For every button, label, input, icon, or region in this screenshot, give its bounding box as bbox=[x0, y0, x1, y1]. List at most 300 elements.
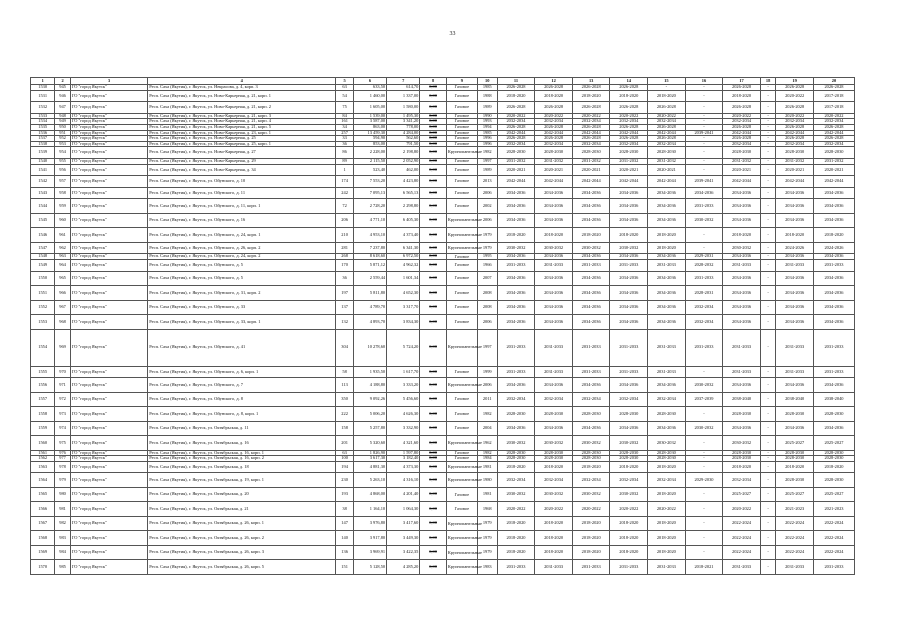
table-cell-col-14: 2018-2020 bbox=[610, 228, 648, 243]
table-cell-col-7: 1 617,70 bbox=[387, 366, 420, 378]
table-cell-col-12: 2034-2036 bbox=[535, 254, 573, 260]
table-cell-col-20: 2028-2030 bbox=[813, 456, 854, 462]
table-cell-col-5: 38 bbox=[336, 502, 354, 517]
table-cell-col-3: ГО "город Якутск" bbox=[70, 260, 147, 272]
table-cell-col-1: 1552 bbox=[31, 300, 55, 315]
table-cell-col-15: 2028-2030 bbox=[648, 456, 686, 462]
table-cell-col-1: 1535 bbox=[31, 124, 55, 130]
table-cell-col-12: 2034-2036 bbox=[535, 187, 573, 199]
table-cell-col-5: 281 bbox=[336, 242, 354, 254]
table-cell-col-17: 2018-2020 bbox=[723, 228, 761, 243]
table-cell-col-11: 2042-2044 bbox=[497, 176, 535, 188]
table-cell-col-4: Респ. Саха (Якутия), г. Якутск, ул. Ойунского, д. 33 bbox=[148, 300, 336, 315]
table-cell-col-20: 2031-2032 bbox=[813, 158, 854, 164]
table-cell-col-18: - bbox=[760, 124, 775, 130]
table-cell-col-2: 953 bbox=[55, 141, 70, 147]
table-cell-col-18: - bbox=[760, 421, 775, 436]
table-cell-col-5: 140 bbox=[336, 531, 354, 546]
table-cell-col-8: 0,00 bbox=[420, 392, 447, 407]
table-row bbox=[31, 436, 855, 451]
table-cell-col-5: 132 bbox=[336, 315, 354, 330]
table-cell-col-10: 2006 bbox=[477, 187, 497, 199]
table-cell-col-9: Крупнопанельные bbox=[446, 531, 477, 546]
table-cell-col-4: Респ. Саха (Якутия), г. Якутск, ул. Октябрьская, д. 18 bbox=[148, 461, 336, 473]
table-row bbox=[31, 473, 855, 488]
table-cell-col-18: - bbox=[760, 329, 775, 366]
table-cell-col-1: 1570 bbox=[31, 560, 55, 575]
table-cell-col-17: 2020-2021 bbox=[723, 164, 761, 176]
table-row bbox=[31, 560, 855, 575]
table-cell-col-6: 2 115,50 bbox=[353, 158, 386, 164]
table-cell-col-9: Газовое bbox=[446, 502, 477, 517]
table-cell-col-16: - bbox=[685, 407, 723, 422]
table-cell-col-18: - bbox=[760, 136, 775, 142]
table-cell-col-6: 3 969,91 bbox=[353, 545, 386, 560]
table-cell-col-10: 1989 bbox=[477, 164, 497, 176]
table-cell-col-12: 2034-2036 bbox=[535, 213, 573, 228]
table-cell-col-19: 2025-2027 bbox=[776, 487, 814, 502]
table-cell-col-1: 1536 bbox=[31, 130, 55, 136]
table-cell-col-2: 945 bbox=[55, 85, 70, 91]
table-cell-col-14: 2034-2036 bbox=[610, 187, 648, 199]
table-cell-col-10: 1997 bbox=[477, 158, 497, 164]
table-cell-col-10: 2007 bbox=[477, 271, 497, 286]
table-cell-col-9: Газовое bbox=[446, 119, 477, 125]
table-cell-col-19: 2018-2020 bbox=[776, 228, 814, 243]
table-cell-col-12: 2031-2033 bbox=[535, 329, 573, 366]
table-cell-col-1: 1556 bbox=[31, 378, 55, 393]
table-cell-col-10: 2006 bbox=[477, 315, 497, 330]
table-cell-col-16: - bbox=[685, 516, 723, 531]
table-cell-col-4: Респ. Саха (Якутия), г. Якутск, ул. Ново-Карьерная, д. 23, корп. 1 bbox=[148, 130, 336, 136]
table-cell-col-4: Респ. Саха (Якутия), г. Якутск, ул. Некрасова, д. 4, корп. 3 bbox=[148, 85, 336, 91]
table-cell-col-14: 2028-2030 bbox=[610, 456, 648, 462]
table-cell-col-1: 1569 bbox=[31, 545, 55, 560]
table-cell-col-12: 2031-2033 bbox=[535, 260, 573, 272]
table-cell-col-5: 1 bbox=[336, 164, 354, 176]
table-cell-col-20: 2020-2021 bbox=[813, 164, 854, 176]
table-cell-col-2: 964 bbox=[55, 260, 70, 272]
table-cell-col-19: 2034-2036 bbox=[776, 286, 814, 301]
table-cell-col-14: 2031-2033 bbox=[610, 260, 648, 272]
table-cell-col-13: 2034-2036 bbox=[572, 213, 610, 228]
table-cell-col-20: 2034-2036 bbox=[813, 271, 854, 286]
table-cell-col-4: Респ. Саха (Якутия), г. Якутск, ул. Ново-Карьерная, д. 21, корп. 5 bbox=[148, 124, 336, 130]
table-cell-col-19: 2021-2023 bbox=[776, 502, 814, 517]
table-cell-col-2: 960 bbox=[55, 213, 70, 228]
column-header-7: 7 bbox=[387, 78, 420, 85]
table-cell-col-8: 0,00 bbox=[420, 119, 447, 125]
table-cell-col-15: 2031-2032 bbox=[648, 158, 686, 164]
table-cell-col-12: 2034-2036 bbox=[535, 271, 573, 286]
table-cell-col-11: 2018-2020 bbox=[497, 545, 535, 560]
table-cell-col-18: - bbox=[760, 315, 775, 330]
column-header-3: 3 bbox=[70, 78, 147, 85]
table-cell-col-15: 2026-2028 bbox=[648, 124, 686, 130]
table-cell-col-18: - bbox=[760, 487, 775, 502]
table-cell-col-4: Респ. Саха (Якутия), г. Якутск, ул. Октябрьская, д. 19, корп. 1 bbox=[148, 473, 336, 488]
table-cell-col-6: 3 587,00 bbox=[353, 119, 386, 125]
table-cell-col-5: 86 bbox=[336, 147, 354, 159]
table-cell-col-15: 2032-2034 bbox=[648, 392, 686, 407]
table-cell-col-16: - bbox=[685, 461, 723, 473]
table-row bbox=[31, 271, 855, 286]
table-cell-col-2: 948 bbox=[55, 113, 70, 119]
table-cell-col-16: - bbox=[685, 85, 723, 91]
table-cell-col-17: 2031-2033 bbox=[723, 329, 761, 366]
table-cell-col-16: - bbox=[685, 147, 723, 159]
table-cell-col-11: 2034-2036 bbox=[497, 187, 535, 199]
table-cell-col-5: 174 bbox=[336, 176, 354, 188]
column-header-15: 15 bbox=[648, 78, 686, 85]
table-cell-col-10: 2004 bbox=[477, 421, 497, 436]
table-cell-col-9: Крупнопанельные bbox=[446, 228, 477, 243]
table-cell-col-20: 2028-2030 bbox=[813, 450, 854, 456]
table-cell-col-7: 3 332,90 bbox=[387, 421, 420, 436]
table-cell-col-4: Респ. Саха (Якутия), г. Якутск, ул. Октябрьская, д. 16 bbox=[148, 436, 336, 451]
table-cell-col-9: Крупнопанельные bbox=[446, 213, 477, 228]
table-cell-col-9: Крупнопанельные bbox=[446, 516, 477, 531]
table-cell-col-6: 5 263,10 bbox=[353, 473, 386, 488]
table-cell-col-12: 2032-2034 bbox=[535, 473, 573, 488]
table-cell-col-10: 1979 bbox=[477, 242, 497, 254]
table-cell-col-4: Респ. Саха (Якутия), г. Якутск, ул. Октябрьская, д. 26, корп. 5 bbox=[148, 560, 336, 575]
table-cell-col-16: 2030-2032 bbox=[685, 378, 723, 393]
table-cell-col-10: 2006 bbox=[477, 378, 497, 393]
table-cell-col-2: 971 bbox=[55, 378, 70, 393]
table-cell-col-13: 2031-2033 bbox=[572, 260, 610, 272]
table-cell-col-7: 2 052,90 bbox=[387, 158, 420, 164]
table-cell-col-2: 950 bbox=[55, 124, 70, 130]
table-cell-col-4: Респ. Саха (Якутия), г. Якутск, ул. Ойунского, д. 26, корп. 2 bbox=[148, 242, 336, 254]
table-cell-col-6: 863,00 bbox=[353, 124, 386, 130]
table-cell-col-5: 89 bbox=[336, 158, 354, 164]
table-cell-col-11: 2031-2033 bbox=[497, 260, 535, 272]
table-cell-col-1: 1539 bbox=[31, 147, 55, 159]
table-cell-col-18: - bbox=[760, 407, 775, 422]
table-cell-col-4: Респ. Саха (Якутия), г. Якутск, ул. Октябрьская, д. 26, корп. 3 bbox=[148, 545, 336, 560]
table-cell-col-6: 3 917,80 bbox=[353, 531, 386, 546]
table-cell-col-1: 1555 bbox=[31, 366, 55, 378]
table-cell-col-11: 2034-2036 bbox=[497, 286, 535, 301]
table-cell-col-5: 58 bbox=[336, 366, 354, 378]
table-cell-col-12: 2031-2032 bbox=[535, 158, 573, 164]
table-cell-col-15: 2032-2034 bbox=[648, 473, 686, 488]
table-cell-col-17: 2034-2036 bbox=[723, 199, 761, 214]
table-row bbox=[31, 329, 855, 366]
table-cell-col-11: 2020-2022 bbox=[497, 113, 535, 119]
table-cell-col-19: 2020-2022 bbox=[776, 90, 814, 102]
table-cell-col-14: 2031-2032 bbox=[610, 158, 648, 164]
table-cell-col-15: 2018-2020 bbox=[648, 487, 686, 502]
table-cell-col-10: 1989 bbox=[477, 102, 497, 114]
table-cell-col-14: 2018-2020 bbox=[610, 545, 648, 560]
table-cell-col-8: 0,00 bbox=[420, 531, 447, 546]
table-cell-col-7: 3 333,20 bbox=[387, 378, 420, 393]
table-cell-col-14: 2042-2044 bbox=[610, 176, 648, 188]
table-cell-col-18: - bbox=[760, 516, 775, 531]
table-cell-col-4: Респ. Саха (Якутия), г. Якутск, ул. Ново-Карьерная, д. 29 bbox=[148, 158, 336, 164]
table-cell-col-3: ГО "город Якутск" bbox=[70, 187, 147, 199]
table-row bbox=[31, 487, 855, 502]
table-cell-col-14: 2042-2044 bbox=[610, 130, 648, 136]
table-cell-col-2: 979 bbox=[55, 473, 70, 488]
table-cell-col-9: Газовое bbox=[446, 113, 477, 119]
table-cell-col-7: 5 724,20 bbox=[387, 329, 420, 366]
table-cell-col-19: 2018-2020 bbox=[776, 461, 814, 473]
table-cell-col-14: 2018-2020 bbox=[610, 461, 648, 473]
table-cell-col-11: 2028-2030 bbox=[497, 407, 535, 422]
table-cell-col-14: 2034-2036 bbox=[610, 254, 648, 260]
table-cell-col-19: 2031-2033 bbox=[776, 260, 814, 272]
table-cell-col-20: 2022-2024 bbox=[813, 531, 854, 546]
table-cell-col-8: 0,00 bbox=[420, 300, 447, 315]
table-cell-col-11: 2042-2044 bbox=[497, 130, 535, 136]
table-cell-col-19: 2026-2028 bbox=[776, 102, 814, 114]
table-cell-col-17: 2026-2028 bbox=[723, 102, 761, 114]
table-cell-col-1: 1542 bbox=[31, 176, 55, 188]
table-cell-col-15: 2034-2036 bbox=[648, 213, 686, 228]
table-cell-col-9: Газовое bbox=[446, 366, 477, 378]
table-cell-col-19: 2026-2028 bbox=[776, 85, 814, 91]
table-row bbox=[31, 531, 855, 546]
table-row bbox=[31, 502, 855, 517]
table-cell-col-6: 4 789,70 bbox=[353, 300, 386, 315]
table-cell-col-2: 969 bbox=[55, 329, 70, 366]
table-cell-col-6: 5 006,20 bbox=[353, 407, 386, 422]
column-header-20: 20 bbox=[813, 78, 854, 85]
table-cell-col-13: 2031-2033 bbox=[572, 560, 610, 575]
table-cell-col-14: 2031-2033 bbox=[610, 366, 648, 378]
table-cell-col-14: 2028-2030 bbox=[610, 450, 648, 456]
table-cell-col-6: 3 617,30 bbox=[353, 456, 386, 462]
table-cell-col-13: 2018-2020 bbox=[572, 461, 610, 473]
table-cell-col-11: 2031-2033 bbox=[497, 366, 535, 378]
table-cell-col-4: Респ. Саха (Якутия), г. Якутск, ул. Ойунского, д. 11, корп. 1 bbox=[148, 199, 336, 214]
table-cell-col-9: Газовое bbox=[446, 487, 477, 502]
table-cell-col-20: 2017-2018 bbox=[813, 90, 854, 102]
table-cell-col-2: 977 bbox=[55, 456, 70, 462]
table-cell-col-2: 957 bbox=[55, 176, 70, 188]
table-cell-col-13: 2018-2020 bbox=[572, 516, 610, 531]
table-cell-col-19: 2022-2024 bbox=[776, 545, 814, 560]
table-cell-col-20: 2028-2030 bbox=[813, 473, 854, 488]
table-cell-col-12: 2034-2036 bbox=[535, 421, 573, 436]
table-cell-col-3: ГО "город Якутск" bbox=[70, 315, 147, 330]
table-cell-col-9: Крупнопанельные bbox=[446, 436, 477, 451]
column-header-9: 9 bbox=[446, 78, 477, 85]
table-cell-col-14: 2030-2032 bbox=[610, 436, 648, 451]
table-cell-col-3: ГО "город Якутск" bbox=[70, 473, 147, 488]
table-cell-col-5: 36 bbox=[336, 271, 354, 286]
column-header-2: 2 bbox=[55, 78, 70, 85]
table-row bbox=[31, 228, 855, 243]
table-cell-col-16: - bbox=[685, 136, 723, 142]
table-cell-col-9: Газовое bbox=[446, 199, 477, 214]
table-cell-col-1: 1565 bbox=[31, 487, 55, 502]
table-cell-col-1: 1564 bbox=[31, 473, 55, 488]
table-cell-col-19: 2034-2036 bbox=[776, 213, 814, 228]
table-cell-col-11: 2034-2036 bbox=[497, 213, 535, 228]
table-cell-col-19: 2028-2030 bbox=[776, 450, 814, 456]
table-cell-col-10: 2013 bbox=[477, 176, 497, 188]
table-cell-col-19: 2022-2024 bbox=[776, 516, 814, 531]
table-cell-col-17: 2028-2030 bbox=[723, 147, 761, 159]
table-cell-col-6: 3 976,80 bbox=[353, 516, 386, 531]
table-cell-col-20: 2018-2020 bbox=[813, 461, 854, 473]
table-cell-col-10: 1966 bbox=[477, 260, 497, 272]
table-cell-col-2: 959 bbox=[55, 199, 70, 214]
table-cell-col-1: 1540 bbox=[31, 158, 55, 164]
table-cell-col-8: 0,00 bbox=[420, 113, 447, 119]
table-cell-col-11: 2032-2034 bbox=[497, 119, 535, 125]
table-cell-col-3: ГО "город Якутск" bbox=[70, 90, 147, 102]
table-cell-col-7: 614,70 bbox=[387, 85, 420, 91]
table-cell-col-19: 2020-2022 bbox=[776, 113, 814, 119]
column-header-14: 14 bbox=[610, 78, 648, 85]
table-cell-col-1: 1558 bbox=[31, 407, 55, 422]
table-cell-col-5: 197 bbox=[336, 286, 354, 301]
table-cell-col-20: 2026-2028 bbox=[813, 124, 854, 130]
table-cell-col-20: 2034-2036 bbox=[813, 187, 854, 199]
table-cell-col-15: 2042-2044 bbox=[648, 130, 686, 136]
table-cell-col-11: 2028-2030 bbox=[497, 450, 535, 456]
table-cell-col-13: 2026-2028 bbox=[572, 136, 610, 142]
column-header-13: 13 bbox=[572, 78, 610, 85]
table-cell-col-19: 2024-2026 bbox=[776, 242, 814, 254]
table-cell-col-15: 2020-2021 bbox=[648, 164, 686, 176]
table-cell-col-2: 962 bbox=[55, 242, 70, 254]
table-cell-col-12: 2032-2034 bbox=[535, 392, 573, 407]
table-cell-col-3: ГО "город Якутск" bbox=[70, 461, 147, 473]
table-cell-col-1: 1557 bbox=[31, 392, 55, 407]
table-cell-col-3: ГО "город Якутск" bbox=[70, 176, 147, 188]
table-cell-col-14: 2034-2036 bbox=[610, 378, 648, 393]
table-cell-col-10: 1996 bbox=[477, 136, 497, 142]
table-cell-col-18: - bbox=[760, 158, 775, 164]
table-cell-col-17: 2026-2028 bbox=[723, 136, 761, 142]
table-cell-col-1: 1561 bbox=[31, 450, 55, 456]
table-cell-col-6: 5 871,12 bbox=[353, 260, 386, 272]
table-cell-col-10: 1979 bbox=[477, 531, 497, 546]
table-cell-col-17: 2032-2034 bbox=[723, 473, 761, 488]
table-cell-col-15: 2034-2036 bbox=[648, 187, 686, 199]
table-cell-col-20: 2018-2020 bbox=[813, 228, 854, 243]
table-cell-col-9: Газовое bbox=[446, 85, 477, 91]
table-cell-col-11: 2030-2032 bbox=[497, 487, 535, 502]
table-cell-col-4: Респ. Саха (Якутия), г. Якутск, ул. Ойунского, д. 16 bbox=[148, 213, 336, 228]
table-cell-col-12: 2028-2030 bbox=[535, 456, 573, 462]
table-cell-col-17: 2028-2030 bbox=[723, 450, 761, 456]
table-cell-col-2: 963 bbox=[55, 254, 70, 260]
table-cell-col-7: 462,00 bbox=[387, 164, 420, 176]
table-cell-col-14: 2020-2021 bbox=[610, 164, 648, 176]
table-row bbox=[31, 147, 855, 159]
table-cell-col-7: 1 597,80 bbox=[387, 450, 420, 456]
table-cell-col-12: 2018-2020 bbox=[535, 461, 573, 473]
table-cell-col-11: 2034-2036 bbox=[497, 300, 535, 315]
table-cell-col-15: 2030-2032 bbox=[648, 436, 686, 451]
table-cell-col-13: 2028-2030 bbox=[572, 147, 610, 159]
table-cell-col-16: - bbox=[685, 102, 723, 114]
table-cell-col-15: 2018-2020 bbox=[648, 545, 686, 560]
table-cell-col-5: 84 bbox=[336, 113, 354, 119]
table-cell-col-11: 2034-2036 bbox=[497, 254, 535, 260]
table-cell-col-4: Респ. Саха (Якутия), г. Якутск, ул. Ново-Карьерная, д. 25 bbox=[148, 136, 336, 142]
table-cell-col-20: 2026-2028 bbox=[813, 85, 854, 91]
table-row bbox=[31, 392, 855, 407]
table-cell-col-3: ГО "город Якутск" bbox=[70, 136, 147, 142]
table-cell-col-18: - bbox=[760, 113, 775, 119]
table-row bbox=[31, 187, 855, 199]
table-cell-col-14: 2026-2028 bbox=[610, 136, 648, 142]
table-cell-col-5: 33 bbox=[336, 136, 354, 142]
table-row bbox=[31, 545, 855, 560]
table-row bbox=[31, 461, 855, 473]
table-cell-col-11: 2020-2021 bbox=[497, 164, 535, 176]
table-cell-col-10: 1999 bbox=[477, 366, 497, 378]
table-cell-col-11: 2031-2033 bbox=[497, 560, 535, 575]
table-cell-col-1: 1563 bbox=[31, 461, 55, 473]
table-cell-col-15: 2020-2022 bbox=[648, 502, 686, 517]
table-cell-col-11: 2032-2034 bbox=[497, 473, 535, 488]
table-row bbox=[31, 90, 855, 102]
table-cell-col-9: Газовое bbox=[446, 102, 477, 114]
table-cell-col-17: 2042-2044 bbox=[723, 130, 761, 136]
table-cell-col-17: 2034-2036 bbox=[723, 254, 761, 260]
table-cell-col-15: 2034-2036 bbox=[648, 300, 686, 315]
table-cell-col-3: ГО "город Якутск" bbox=[70, 560, 147, 575]
table-cell-col-2: 958 bbox=[55, 187, 70, 199]
table-cell-col-9: Крупнопанельные bbox=[446, 461, 477, 473]
table-cell-col-17: 2030-2032 bbox=[723, 242, 761, 254]
table-cell-col-15: 2034-2036 bbox=[648, 254, 686, 260]
table-cell-col-2: 976 bbox=[55, 450, 70, 456]
table-cell-col-17: 2038-2040 bbox=[723, 392, 761, 407]
table-cell-col-6: 1 539,00 bbox=[353, 113, 386, 119]
table-cell-col-4: Респ. Саха (Якутия), г. Якутск, ул. Октябрьская, д. 26, корп. 1 bbox=[148, 516, 336, 531]
table-cell-col-20: 2034-2036 bbox=[813, 315, 854, 330]
table-cell-col-15: 2018-2020 bbox=[648, 461, 686, 473]
table-cell-col-12: 2018-2020 bbox=[535, 545, 573, 560]
table-cell-col-13: 2030-2032 bbox=[572, 436, 610, 451]
table-cell-col-6: 2 559,44 bbox=[353, 271, 386, 286]
table-cell-col-1: 1534 bbox=[31, 119, 55, 125]
table-cell-col-4: Респ. Саха (Якутия), г. Якутск, ул. Ойунского, д. 33, корп. 1 bbox=[148, 315, 336, 330]
table-cell-col-8: 0,00 bbox=[420, 187, 447, 199]
table-cell-col-17: 2034-2036 bbox=[723, 378, 761, 393]
table-cell-col-6: 1 460,00 bbox=[353, 90, 386, 102]
table-cell-col-9: Газовое bbox=[446, 187, 477, 199]
table-cell-col-18: - bbox=[760, 378, 775, 393]
table-cell-col-10: 1982 bbox=[477, 147, 497, 159]
table-cell-col-15: 2034-2036 bbox=[648, 286, 686, 301]
table-cell-col-10: 1979 bbox=[477, 228, 497, 243]
table-cell-col-1: 1562 bbox=[31, 456, 55, 462]
table-cell-col-12: 2026-2028 bbox=[535, 102, 573, 114]
table-cell-col-2: 961 bbox=[55, 228, 70, 243]
table-cell-col-20: 2042-2044 bbox=[813, 130, 854, 136]
table-cell-col-16: - bbox=[685, 450, 723, 456]
table-cell-col-4: Респ. Саха (Якутия), г. Якутск, ул. Ново-Карьерная, д. 25, корп. 1 bbox=[148, 141, 336, 147]
table-cell-col-14: 2034-2036 bbox=[610, 213, 648, 228]
table-cell-col-2: 965 bbox=[55, 271, 70, 286]
table-cell-col-17: 2034-2036 bbox=[723, 421, 761, 436]
table-cell-col-3: ГО "город Якутск" bbox=[70, 164, 147, 176]
table-cell-col-16: - bbox=[685, 228, 723, 243]
table-cell-col-20: 2017-2018 bbox=[813, 102, 854, 114]
table-cell-col-13: 2034-2036 bbox=[572, 187, 610, 199]
